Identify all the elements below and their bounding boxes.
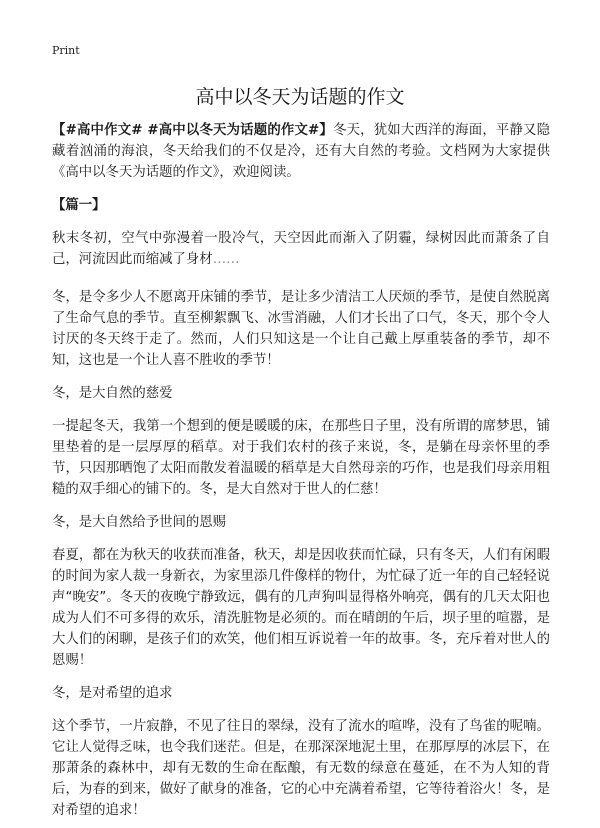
print-link[interactable]: Print (52, 44, 80, 57)
paragraph-1-text: 秋末冬初，空气中弥漫着一股冷气，天空因此而渐入了阴霾，绿树因此而萧条了自己，河流因此而缩减了身材 (52, 231, 550, 267)
section-label: 【篇一】 (52, 198, 106, 213)
article-body (52, 120, 550, 821)
paragraph-4: 春夏，都在为秋天的收获而准备，秋天，却是因收获而忙碌，只有冬天，人们有闲暇的时间为家人裁一身新衣，为家里添几件像样的物什，为忙碌了近一年的自己轻轻说声“晚安”。冬天的夜晚宁静致远，偶有的几声狗叫显得格外响亮，偶有的几天太阳也成为人们不可多得的欢乐，清洗脏物是必须的。而在晴朗的午后，坝子里的喧嚣，是大人们的闲聊，是孩子们的欢笑，他们相互诉说着一年的故事。冬，充斥着对世人的恩赐！ (52, 548, 550, 668)
paragraph-3: 一提起冬天，我第一个想到的便是暖暖的床，在那些日子里，没有所谓的席梦思，铺里垫着的是一层厚厚的稻草。对于我们农村的孩子来说，冬，是躺在母亲怀里的季节，只因那晒饱了太阳而散发着温暖的稻草是大自然母亲的巧作，也是我们母亲用粗糙的双手细心的铺下的。冬，是大自然对于世人的仁慈！ (52, 419, 550, 497)
intro-tag: 【#高中作文# #高中以冬天为话题的作文#】 (52, 123, 334, 138)
subheading-3: 冬，是对希望的追求 (52, 686, 173, 701)
paragraph-2: 冬，是令多少人不愿离开床铺的季节，是让多少清洁工人厌烦的季节，是使自然脱离了生命气息的季节。直至柳絮飘飞、冰雪消融，人们才长出了口气，冬天，那个令人讨厌的冬天终于走了。然而，人们只知这是一个让自己戴上厚重装备的季节，却不知，这也是一个让人喜不胜收的季节！ (52, 290, 550, 368)
subheading-2: 冬，是大自然给予世间的恩赐 (52, 515, 227, 530)
paragraph-5: 这个季节，一片寂静，不见了往日的翠绿，没有了流水的喧哗，没有了鸟雀的呢喃。它让人觉得乏味，也令我们迷茫。但是，在那深深地泥土里，在那厚厚的冰层下，在那萧条的森林中，却有无数的生命在酝酿，有无数的绿意在蔓延，在不为人知的背后，为春的到来，做好了献身的准备，它的心中充满着希望，它等待着浴火！冬，是对希望的追求！ (52, 719, 550, 818)
intro-text: 冬天，犹如大西洋的海面，平静又隐藏着汹涌的海浪，冬天给我们的不仅是冷，还有大自然的考验。文档网为大家提供《高中以冬天为话题的作文》，欢迎阅读。 (52, 123, 550, 180)
page-title: 高中以冬天为话题的作文 (195, 86, 405, 108)
ellipsis: …… (212, 252, 240, 267)
intro-paragraph (52, 120, 550, 183)
paragraph-1 (52, 228, 550, 270)
subheading-1: 冬，是大自然的慈爱 (52, 386, 173, 401)
